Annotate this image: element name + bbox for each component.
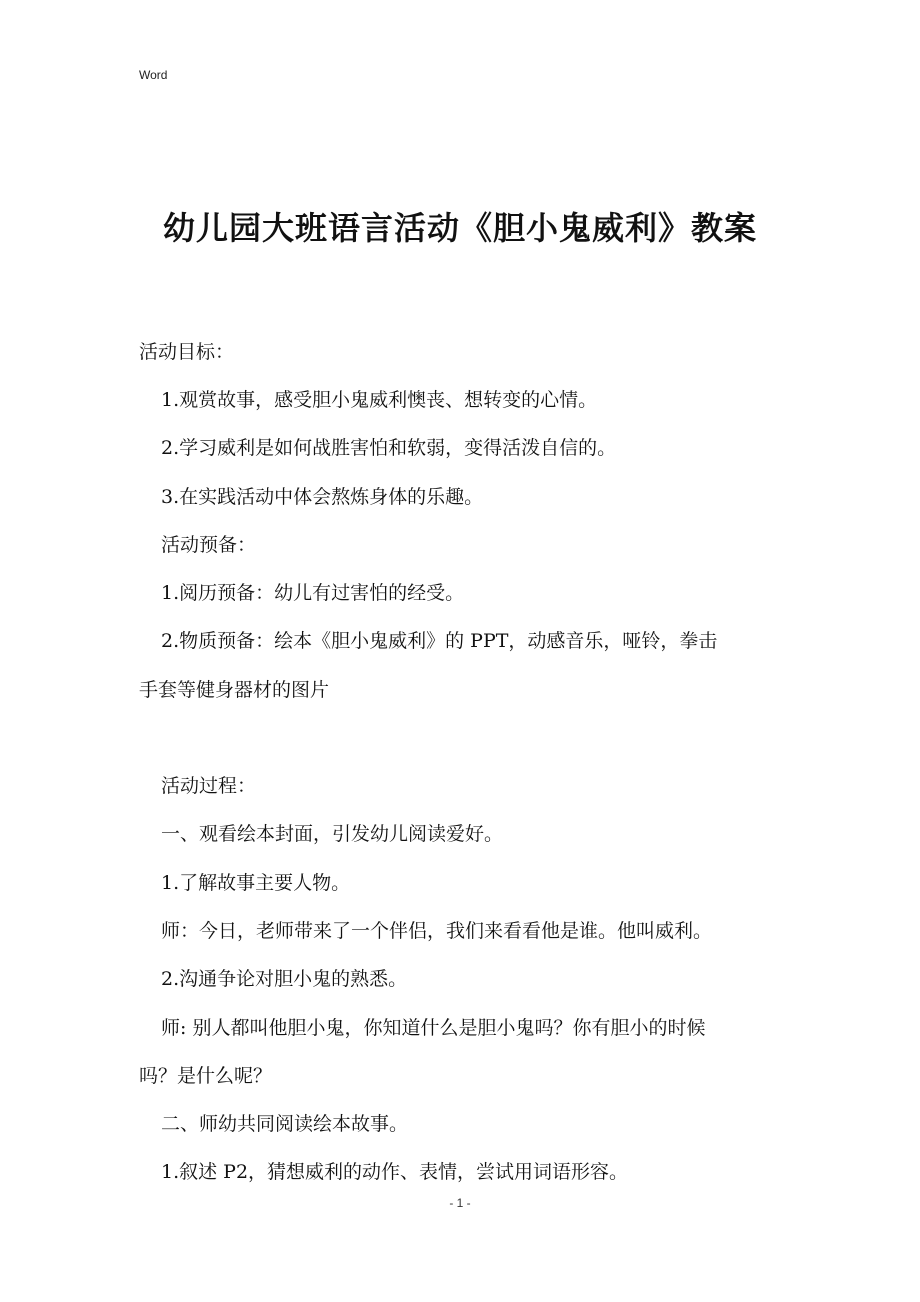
teacher-line-1: 师：今日，老师带来了一个伴侣，我们来看看他是谁。他叫威利。 — [161, 920, 713, 942]
document-title: 幼儿园大班语言活动《胆小鬼威利》教案 — [162, 209, 757, 247]
process-step-1-2: 2.沟通争论对胆小鬼的熟悉。 — [161, 968, 408, 990]
teacher-line-2-part-2: 吗？是什么呢？ — [139, 1065, 273, 1087]
goal-item-3: 3.在实践活动中体会熬炼身体的乐趣。 — [161, 486, 484, 508]
prep-item-2-line-1: 2.物质预备：绘本《胆小鬼威利》的 PPT，动感音乐，哑铃，拳击 — [161, 630, 718, 652]
goals-heading: 活动目标： — [139, 341, 235, 363]
prep-heading: 活动预备： — [161, 534, 257, 556]
prep-item-2-line-2: 手套等健身器材的图片 — [139, 679, 330, 701]
goal-item-2: 2.学习威利是如何战胜害怕和软弱，变得活泼自信的。 — [161, 437, 617, 459]
prep-item-1: 1.阅历预备：幼儿有过害怕的经受。 — [161, 582, 465, 604]
process-step-2: 二、师幼共同阅读绘本故事。 — [161, 1113, 409, 1135]
page-header-label: Word — [139, 68, 168, 82]
process-heading: 活动过程： — [161, 775, 257, 797]
process-step-1-1: 1.了解故事主要人物。 — [161, 872, 351, 894]
process-step-1: 一、观看绘本封面，引发幼儿阅读爱好。 — [161, 823, 504, 845]
goal-item-1: 1.观赏故事，感受胆小鬼威利懊丧、想转变的心情。 — [161, 389, 598, 411]
process-step-2-1: 1.叙述 P2，猜想威利的动作、表情，尝试用词语形容。 — [161, 1161, 629, 1183]
page-number: - 1 - — [449, 1196, 471, 1210]
teacher-line-2-part-1: 师: 别人都叫他胆小鬼，你知道什么是胆小鬼吗？你有胆小的时候 — [161, 1017, 706, 1039]
